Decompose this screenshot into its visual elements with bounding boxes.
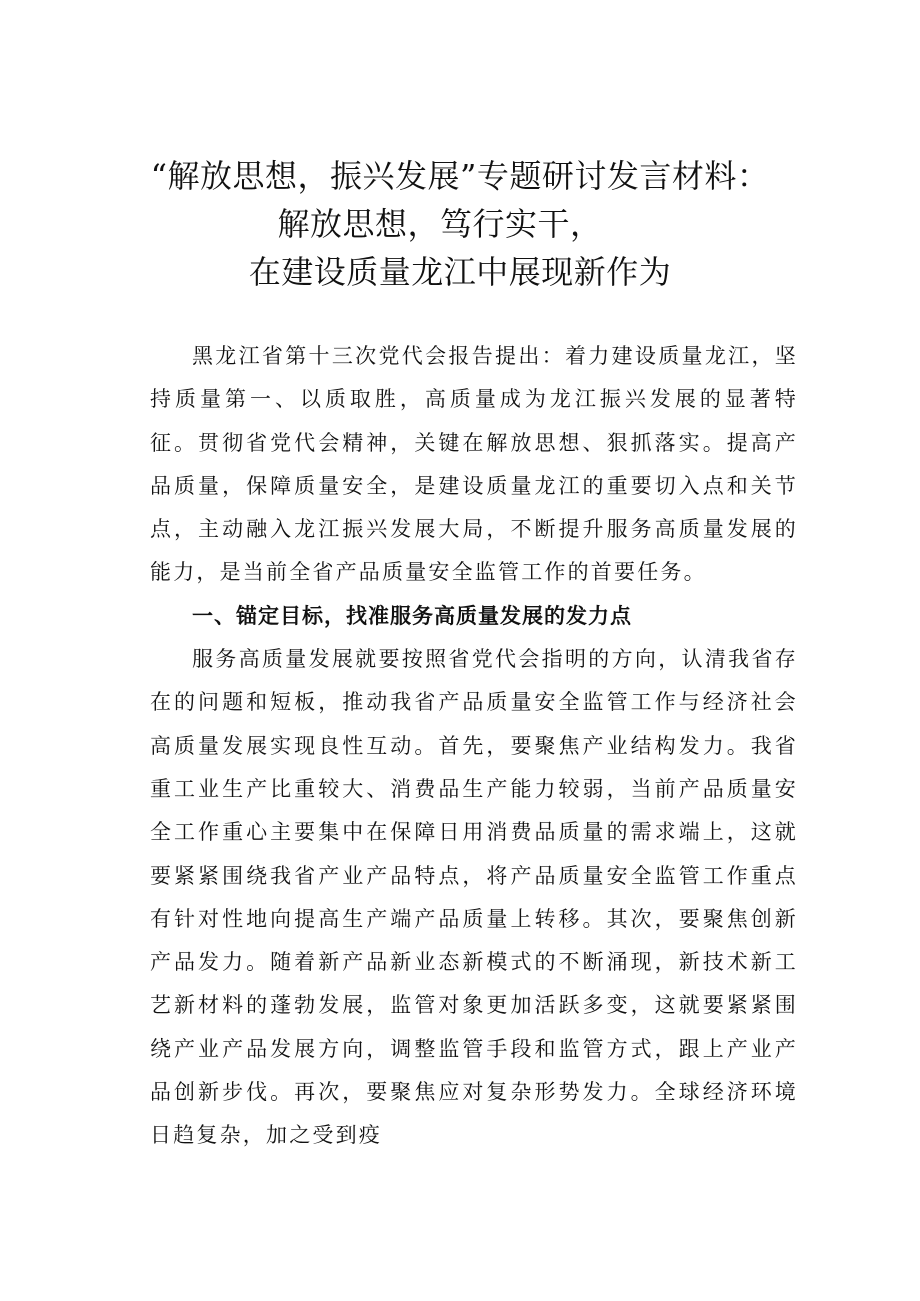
paragraph-section-1: 服务高质量发展就要按照省党代会指明的方向，认清我省存在的问题和短板，推动我省产品质量安全监管工作与经济社会高质量发展实现良性互动。首先，要聚焦产业结构发力。我省重工业生产比重较大、消费品生产能力较弱，当前产品质量安全工作重心主要集中在保障日用消费品质量的需求端上，这就要紧紧围绕我省产业产品特点，将产品质量安全监管工作重点有针对性地向提高生产端产品质量上转移。其次，要聚焦创新产品发力。随着新产品新业态新模式的不断涌现，新技术新工艺新材料的蓬勃发展，监管对象更加活跃多变，这就要紧紧围绕产业产品发展方向，调整监管手段和监管方式，跟上产业产品创新步伐。再次，要聚焦应对复杂形势发力。全球经济环境日趋复杂，加之受到疫 xyxy=(150,647,798,1148)
document-body xyxy=(150,335,798,1158)
paragraph-intro: 黑龙江省第十三次党代会报告提出：着力建设质量龙江，坚持质量第一、以质取胜，高质量成为龙江振兴发展的显著特征。贯彻省党代会精神，关键在解放思想、狠抓落实。提高产品质量，保障质量安全，是建设质量龙江的重要切入点和关节点，主动融入龙江振兴发展大局，不断提升服务高质量发展的能力，是当前全省产品质量安全监管工作的首要任务。 xyxy=(150,344,798,585)
document-title xyxy=(0,152,920,296)
title-line-2: 解放思想，笃行实干， xyxy=(277,205,603,243)
title-line-3: 在建设质量龙江中展现新作为 xyxy=(248,253,672,291)
title-line-1: “解放思想，振兴发展”专题研讨发言材料： xyxy=(150,157,770,195)
section-heading-1: 一、锚定目标，找准服务高质量发展的发力点 xyxy=(192,603,632,628)
